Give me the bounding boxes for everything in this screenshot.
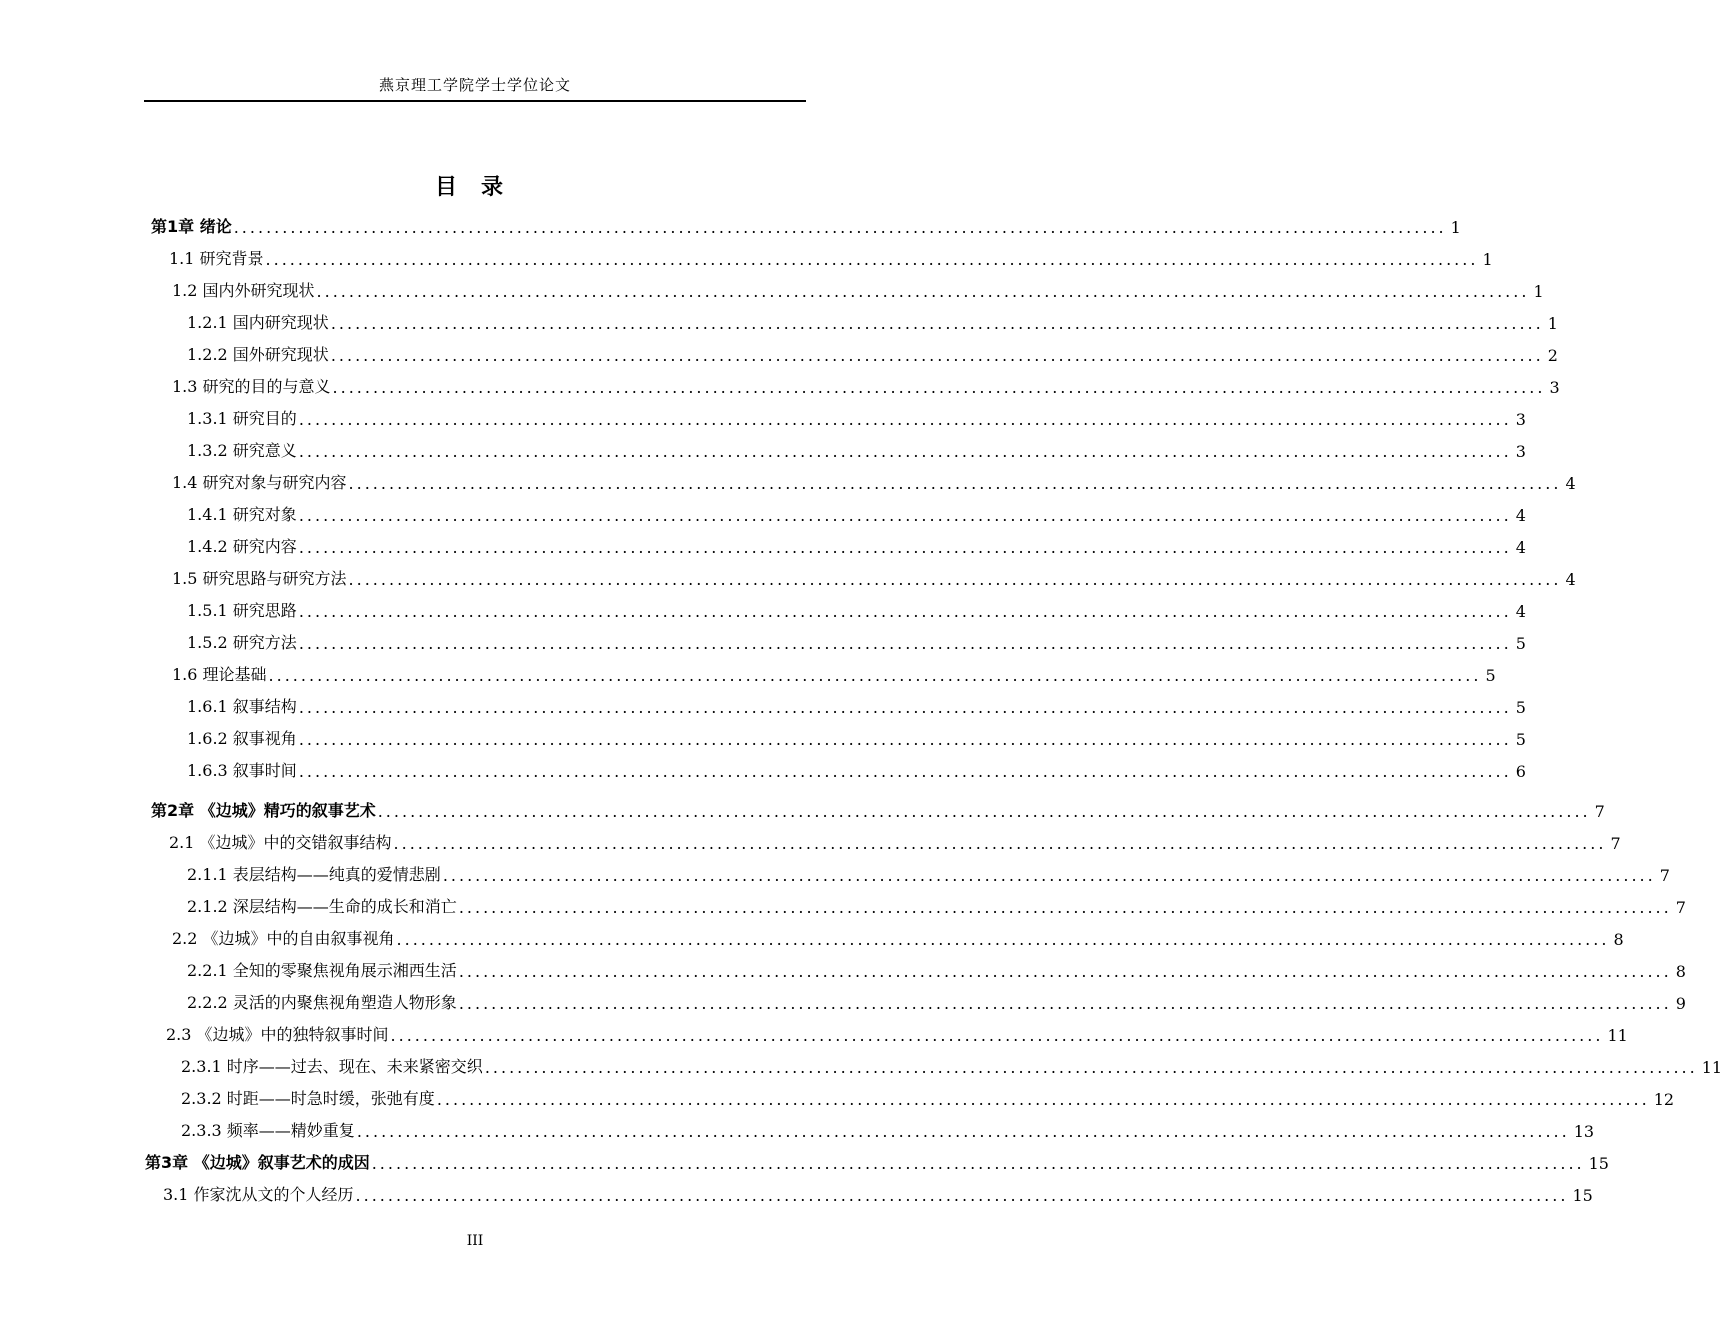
- toc-entry-page: 1: [1482, 250, 1493, 269]
- toc-entry-page: 5: [1515, 698, 1526, 717]
- toc-entry[interactable]: [163, 1181, 1593, 1205]
- toc-entry[interactable]: [166, 1021, 1628, 1045]
- toc-dot-leader: ......................................................................................................................................................: [233, 218, 1447, 237]
- toc-dot-leader: ......................................................................................................................................................: [436, 1090, 1650, 1109]
- toc-entry-label: 1.6.1 叙事结构: [187, 697, 297, 716]
- toc-dot-leader: ......................................................................................................................................................: [458, 994, 1672, 1013]
- toc-dot-leader: ......................................................................................................................................................: [316, 282, 1530, 301]
- toc-entry[interactable]: [169, 245, 1493, 269]
- toc-entry-label: 1.5 研究思路与研究方法: [172, 569, 347, 588]
- toc-entry-page: 1: [1547, 314, 1558, 333]
- page-number: III: [466, 1233, 484, 1249]
- toc-entry-page: 15: [1572, 1186, 1593, 1205]
- toc-entry-page: 7: [1610, 834, 1621, 853]
- toc-entry-label: 1.3.2 研究意义: [187, 441, 297, 460]
- toc-entry[interactable]: [187, 989, 1686, 1013]
- toc-dot-leader: ......................................................................................................................................................: [371, 1154, 1585, 1173]
- toc-entry-page: 3: [1549, 378, 1560, 397]
- toc-dot-leader: ......................................................................................................................................................: [332, 378, 1546, 397]
- toc-dot-leader: ......................................................................................................................................................: [458, 898, 1672, 917]
- toc-dot-leader: ......................................................................................................................................................: [265, 250, 1479, 269]
- toc-entry-label: 1.2.2 国外研究现状: [187, 345, 329, 364]
- toc-entry[interactable]: [187, 725, 1526, 749]
- toc-title: 目录: [434, 175, 527, 200]
- toc-dot-leader: ......................................................................................................................................................: [298, 634, 1512, 653]
- toc-entry-label: 1.6.3 叙事时间: [187, 761, 297, 780]
- toc-entry-page: 11: [1701, 1058, 1722, 1077]
- toc-entry[interactable]: [172, 469, 1576, 493]
- toc-entry-page: 9: [1675, 994, 1686, 1013]
- toc-dot-leader: ......................................................................................................................................................: [298, 442, 1512, 461]
- toc-entry-label: 1.6.2 叙事视角: [187, 729, 297, 748]
- toc-entry-label: 2.3.2 时距——时急时缓，张弛有度: [181, 1089, 435, 1108]
- toc-entry-page: 4: [1565, 474, 1576, 493]
- toc-entry-page: 5: [1515, 634, 1526, 653]
- toc-entry[interactable]: [169, 829, 1621, 853]
- toc-entry[interactable]: [187, 501, 1526, 525]
- toc-entry-page: 4: [1565, 570, 1576, 589]
- toc-entry-label: 2.3 《边城》中的独特叙事时间: [166, 1025, 389, 1044]
- header-rule: [144, 100, 806, 102]
- toc-entry[interactable]: [187, 533, 1526, 557]
- toc-chapter-entry[interactable]: [151, 213, 1461, 237]
- toc-entry-page: 4: [1515, 538, 1526, 557]
- toc-entry[interactable]: [187, 597, 1526, 621]
- toc-entry-page: 7: [1594, 802, 1605, 821]
- toc-entry-label: 1.5.2 研究方法: [187, 633, 297, 652]
- toc-entry-page: 15: [1588, 1154, 1609, 1173]
- toc-entry-page: 3: [1515, 410, 1526, 429]
- toc-entry[interactable]: [181, 1117, 1595, 1141]
- toc-entry-page: 11: [1607, 1026, 1628, 1045]
- toc-entry-label: 2.2 《边城》中的自由叙事视角: [172, 929, 395, 948]
- toc-dot-leader: ......................................................................................................................................................: [442, 866, 1656, 885]
- toc-entry-label: 3.1 作家沈从文的个人经历: [163, 1185, 354, 1204]
- toc-entry-label: 1.3.1 研究目的: [187, 409, 297, 428]
- toc-dot-leader: ......................................................................................................................................................: [484, 1058, 1698, 1077]
- toc-chapter-entry[interactable]: [151, 797, 1605, 821]
- toc-entry-page: 5: [1515, 730, 1526, 749]
- toc-dot-leader: ......................................................................................................................................................: [355, 1186, 1569, 1205]
- toc-entry[interactable]: [187, 957, 1686, 981]
- toc-dot-leader: ......................................................................................................................................................: [377, 802, 1591, 821]
- toc-entry-page: 8: [1613, 930, 1624, 949]
- toc-dot-leader: ......................................................................................................................................................: [393, 834, 1607, 853]
- toc-entry-page: 6: [1515, 762, 1526, 781]
- toc-entry[interactable]: [181, 1085, 1675, 1109]
- toc-entry[interactable]: [187, 629, 1526, 653]
- toc-dot-leader: ......................................................................................................................................................: [348, 474, 1562, 493]
- toc-dot-leader: ......................................................................................................................................................: [396, 930, 1610, 949]
- toc-dot-leader: ......................................................................................................................................................: [298, 602, 1512, 621]
- toc-entry-label: 1.1 研究背景: [169, 249, 264, 268]
- toc-entry-page: 8: [1675, 962, 1686, 981]
- toc-entry-page: 3: [1515, 442, 1526, 461]
- toc-dot-leader: ......................................................................................................................................................: [348, 570, 1562, 589]
- toc-entry-label: 1.2.1 国内研究现状: [187, 313, 329, 332]
- toc-entry-label: 1.2 国内外研究现状: [172, 281, 315, 300]
- toc-entry-label: 1.4.1 研究对象: [187, 505, 297, 524]
- toc-entry[interactable]: [181, 1053, 1722, 1077]
- toc-entry[interactable]: [187, 693, 1526, 717]
- toc-entry-label: 2.1.1 表层结构——纯真的爱情悲剧: [187, 865, 441, 884]
- toc-entry-page: 7: [1659, 866, 1670, 885]
- toc-chapter-entry[interactable]: [145, 1149, 1609, 1173]
- toc-entry[interactable]: [172, 565, 1576, 589]
- toc-entry-page: 5: [1485, 666, 1496, 685]
- toc-entry-label: 第3章 《边城》叙事艺术的成因: [145, 1153, 370, 1172]
- toc-entry[interactable]: [187, 341, 1558, 365]
- toc-entry[interactable]: [187, 309, 1558, 333]
- toc-entry[interactable]: [172, 661, 1496, 685]
- toc-dot-leader: ......................................................................................................................................................: [298, 410, 1512, 429]
- toc-entry-page: 13: [1573, 1122, 1595, 1141]
- toc-entry-label: 1.3 研究的目的与意义: [172, 377, 331, 396]
- toc-entry[interactable]: [187, 861, 1670, 885]
- toc-dot-leader: ......................................................................................................................................................: [298, 730, 1512, 749]
- toc-entry-label: 第2章 《边城》精巧的叙事艺术: [151, 801, 376, 820]
- toc-entry-label: 1.5.1 研究思路: [187, 601, 297, 620]
- toc-entry-label: 2.3.3 频率——精妙重复: [181, 1121, 355, 1140]
- toc-dot-leader: ......................................................................................................................................................: [356, 1122, 1570, 1141]
- toc-dot-leader: ......................................................................................................................................................: [330, 346, 1544, 365]
- toc-dot-leader: ......................................................................................................................................................: [390, 1026, 1604, 1045]
- toc-entry-page: 12: [1653, 1090, 1675, 1109]
- toc-entry[interactable]: [172, 925, 1624, 949]
- toc-entry[interactable]: [172, 373, 1560, 397]
- toc-entry-page: 4: [1515, 602, 1526, 621]
- toc-entry-page: 1: [1533, 282, 1544, 301]
- toc-entry-label: 2.3.1 时序——过去、现在、未来紧密交织: [181, 1057, 483, 1076]
- toc-entry-label: 1.6 理论基础: [172, 665, 267, 684]
- toc-entry-page: 7: [1675, 898, 1686, 917]
- toc-dot-leader: ......................................................................................................................................................: [298, 762, 1512, 781]
- toc-entry-label: 2.2.1 全知的零聚焦视角展示湘西生活: [187, 961, 457, 980]
- toc-dot-leader: ......................................................................................................................................................: [330, 314, 1544, 333]
- toc-entry[interactable]: [172, 277, 1544, 301]
- toc-entry-label: 2.1.2 深层结构——生命的成长和消亡: [187, 897, 457, 916]
- toc-dot-leader: ......................................................................................................................................................: [298, 506, 1512, 525]
- toc-entry[interactable]: [187, 405, 1526, 429]
- toc-entry[interactable]: [187, 757, 1526, 781]
- toc-dot-leader: ......................................................................................................................................................: [298, 698, 1512, 717]
- toc-entry-label: 1.4 研究对象与研究内容: [172, 473, 347, 492]
- toc-dot-leader: ......................................................................................................................................................: [298, 538, 1512, 557]
- toc-entry-label: 第1章 绪论: [151, 217, 232, 236]
- toc-entry-label: 2.2.2 灵活的内聚焦视角塑造人物形象: [187, 993, 457, 1012]
- toc-entry[interactable]: [187, 893, 1686, 917]
- toc-entry[interactable]: [187, 437, 1526, 461]
- toc-entry-page: 2: [1547, 346, 1558, 365]
- toc-dot-leader: ......................................................................................................................................................: [458, 962, 1672, 981]
- toc-entry-page: 4: [1515, 506, 1526, 525]
- toc-entry-page: 1: [1450, 218, 1461, 237]
- toc-dot-leader: ......................................................................................................................................................: [268, 666, 1482, 685]
- toc-entry-label: 1.4.2 研究内容: [187, 537, 297, 556]
- running-header: 燕京理工学院学士学位论文: [378, 76, 571, 94]
- toc-entry-label: 2.1 《边城》中的交错叙事结构: [169, 833, 392, 852]
